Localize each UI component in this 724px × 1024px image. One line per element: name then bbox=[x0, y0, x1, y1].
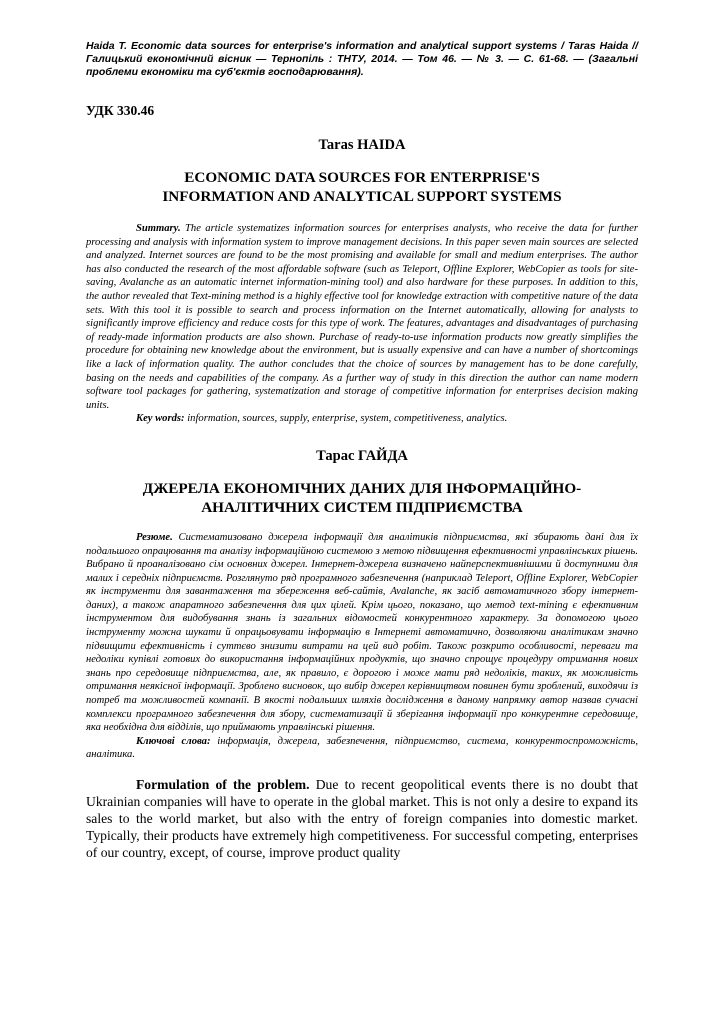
citation-header: Haida T. Economic data sources for enterprise's information and analytical support systems / Taras Haida // Галицький економічний вісник — Тернопіль : ТНТУ, 2014. — Том 46. — № 3. — С. 61-68. — (Загальні проблеми економіки та суб'єктів господарювання). bbox=[86, 40, 638, 78]
keywords-en bbox=[86, 412, 638, 426]
body-paragraph-text: Due to recent geopolitical events there is no doubt that Ukrainian companies will have to operate in the global market. This is not only a desire to expand its sales to the world market, but also with the entry of foreign companies into domestic market. Typically, their products have extremely high competitiveness. For successful competing, enterprises of our country, except, of course, improve product quality bbox=[86, 777, 638, 860]
article-title-en-line1: ECONOMIC DATA SOURCES FOR ENTERPRISE'S bbox=[184, 169, 540, 186]
keywords-en-text: information, sources, supply, enterprise, system, competitiveness, analytics. bbox=[184, 413, 508, 425]
summary-ua-text: Систематизовано джерела інформації для аналітиків підприємства, які збирають дані для їх подальшого опрацювання та аналізу інформаційною системою з метою підвищення ефективності управлінських рішень. Вибрано й проаналізовано сім основних джерел. Інтернет-джерела визначено найперспективнішими й доступними для малих і середніх підприємств. Розглянуто ряд програмного забезпечення (наприклад Teleport, Offline Explorer, WebCopier як інструменти для завантаження та збереження веб-сайтів, Avalanche, як засіб автоматичного збору інтернет-даних), а також апаратного забезпечення для цих цілей. Крім цього, показано, що метод text-mining є ефективним інструментом для видобування знань із загальних відомостей конкурентного характеру. За допомогою цього інструменту можна шукати й опрацьовувати інформацію в Інтернеті автоматично, дозволяючи аналітикам значно підвищити ефективність і суттєво знизити витрати на цей вид робіт. Також розкрито особливості, переваги та недоліки купівлі готових до використання інформаційних продуктів, що значно спрощує процедуру отримання нових знань про середовище підприємства, але, як правило, є дорогою і може мати ряд недоліків, таких, як можливість отримання неякісної інформації. Зроблено висновок, що вибір джерел керівництвом повинен бути зроблений, виходячи із потреб та можливостей компанії. В якості подальших шляхів дослідження в даному напрямку автор назвав сучасні комплекси програмного забезпечення для збору, систематизації й зберігання інформації про конкурентне середовище, яка необхідна для відділів, що приймають управлінські рішення. bbox=[86, 531, 638, 734]
author-name-ua: Тарас ГАЙДА bbox=[316, 447, 408, 464]
keywords-en-label: Key words: bbox=[136, 413, 185, 425]
keywords-ua bbox=[86, 735, 638, 762]
summary-en-text: The article systematizes information sources for enterprises analysts, who receive the data for further processing and analysis with information system to improve management decisions. In this paper seven main sources are selected and analyzed. Internet sources are found to be the most promising and available for small and medium enterprises. The author has also conducted the research of the most affordable software (such as Teleport, Offline Explorer, WebCopier as tools for site-saving, Avalanche as an automatic internet information-mining tool) and also hardware for these purposes. In addition to this, the author revealed that Text-mining method is a highly effective tool for knowledge extraction with competitive nature of the data sets. With this tool it is possible to search and process information on the Internet automatically, allowing for analysts to significantly improve efficiency and reduce costs for this type of work. The features, advantages and disadvantages of purchasing of ready-made information products are also shown. Purchase of ready-to-use information products now greatly simplifies the procedure for obtaining new knowledge about the environment, but is usually expensive and can have a number of shortcomings like a lack of information quality. The author concludes that the choice of sources by management has to be done carefully, basing on the needs and capabilities of the company. As a further way of study in this direction the author can name modern software tool packages for gathering, systematization and storage of competitive information for enterprises decision making units. bbox=[86, 223, 638, 411]
keywords-ua-text: інформація, джерела, забезпечення, підприємство, система, конкурентоспроможність, аналітика. bbox=[86, 735, 638, 761]
summary-en bbox=[86, 222, 638, 412]
author-name-en: Taras HAIDA bbox=[318, 137, 406, 153]
body-paragraph-lead: Formulation of the problem. bbox=[136, 777, 310, 792]
article-title-ua-line2: АНАЛІТИЧНИХ СИСТЕМ ПІДПРИЄМСТВА bbox=[201, 498, 523, 516]
keywords-ua-label: Ключові слова: bbox=[136, 735, 211, 747]
summary-ua bbox=[86, 531, 638, 735]
body-paragraph-problem bbox=[86, 776, 638, 861]
article-title-ua-line1: ДЖЕРЕЛА ЕКОНОМІЧНИХ ДАНИХ ДЛЯ ІНФОРМАЦІЙНО- bbox=[142, 479, 582, 497]
summary-en-label: Summary. bbox=[136, 223, 181, 234]
article-title-ua bbox=[86, 479, 638, 517]
article-title-en bbox=[86, 168, 638, 206]
article-title-en-line2: INFORMATION AND ANALYTICAL SUPPORT SYSTEMS bbox=[162, 188, 562, 205]
udk-code: УДК 330.46 bbox=[86, 103, 155, 118]
paper-page bbox=[86, 40, 638, 861]
summary-ua-label: Резюме. bbox=[136, 531, 173, 543]
